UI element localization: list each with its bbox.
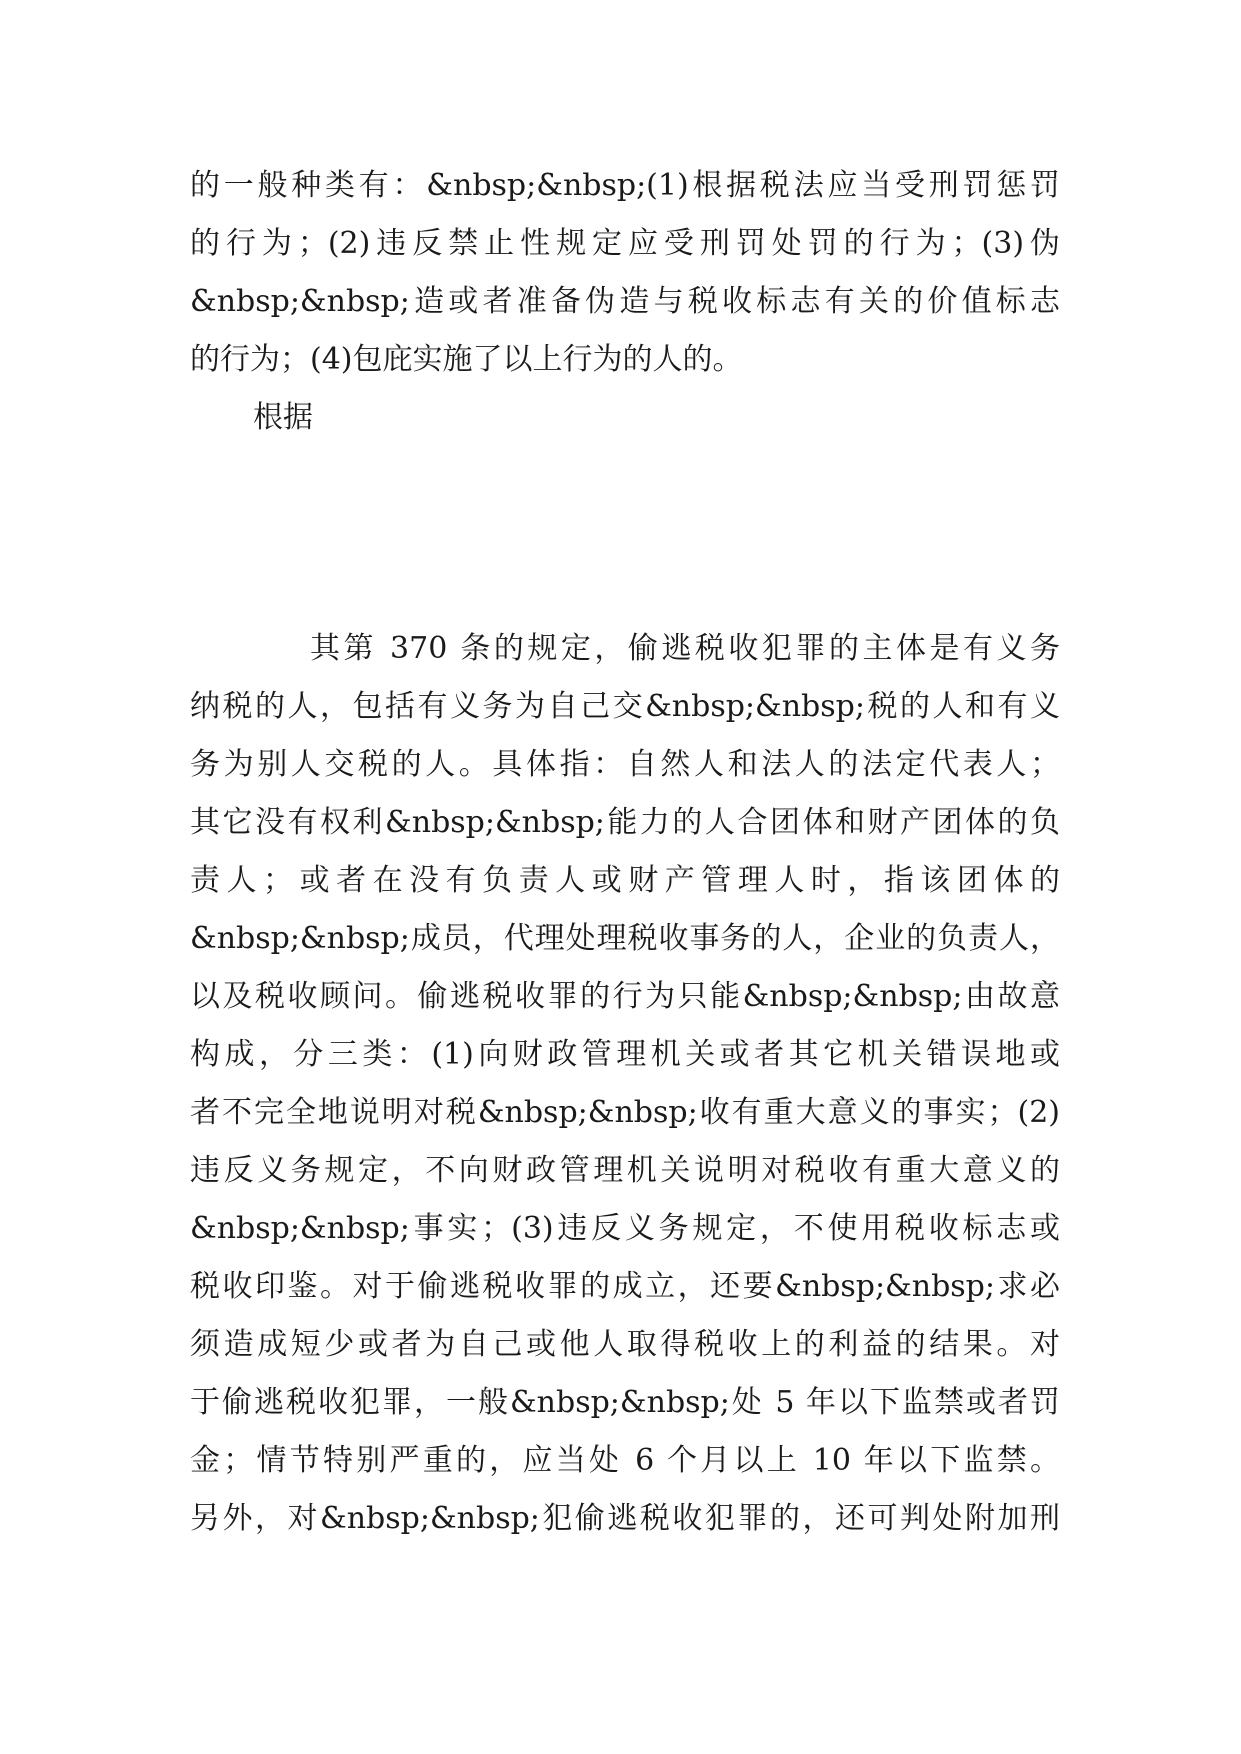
- paragraph-2-line-9: 者不完全地说明对税&nbsp;&nbsp;收有重大意义的事实；(2): [190, 1095, 1060, 1130]
- paragraph-2-line-7: 以及税收顾问。偷逃税收罪的行为只能&nbsp;&nbsp;由故意: [190, 979, 1060, 1014]
- paragraph-2-line-6: &nbsp;&nbsp;成员，代理处理税收事务的人，企业的负责人，: [190, 921, 1060, 956]
- paragraph-1-line-2: 的行为；(2)违反禁止性规定应受刑罚处罚的行为；(3)伪: [190, 226, 1060, 261]
- paragraph-2-line-2: 纳税的人，包括有义务为自己交&nbsp;&nbsp;税的人和有义: [190, 689, 1060, 724]
- paragraph-2-line-8: 构成，分三类：(1)向财政管理机关或者其它机关错误地或: [190, 1037, 1060, 1072]
- paragraph-2-line-16: 另外，对&nbsp;&nbsp;犯偷逃税收犯罪的，还可判处附加刑: [190, 1501, 1060, 1536]
- paragraph-1-line-1: 的一般种类有：&nbsp;&nbsp;(1)根据税法应当受刑罚惩罚: [190, 168, 1060, 203]
- paragraph-1-line-3: &nbsp;&nbsp;造或者准备伪造与税收标志有关的价值标志: [190, 284, 1060, 319]
- paragraph-2-line-14: 于偷逃税收犯罪，一般&nbsp;&nbsp;处 5 年以下监禁或者罚: [190, 1385, 1060, 1420]
- paragraph-2-line-10: 违反义务规定，不向财政管理机关说明对税收有重大意义的: [190, 1153, 1060, 1188]
- paragraph-2-line-13: 须造成短少或者为自己或他人取得税收上的利益的结果。对: [190, 1327, 1060, 1362]
- paragraph-2-line-11: &nbsp;&nbsp;事实；(3)违反义务规定，不使用税收标志或: [190, 1211, 1060, 1246]
- paragraph-2-line-12: 税收印鉴。对于偷逃税收罪的成立，还要&nbsp;&nbsp;求必: [190, 1269, 1060, 1304]
- paragraph-2-line-15: 金；情节特别严重的，应当处 6 个月以上 10 年以下监禁。: [190, 1443, 1060, 1478]
- paragraph-2-line-5: 责人；或者在没有负责人或财产管理人时，指该团体的: [190, 863, 1060, 898]
- heading-line: 根据: [253, 400, 313, 435]
- paragraph-2-line-3: 务为别人交税的人。具体指：自然人和法人的法定代表人；: [190, 747, 1060, 782]
- paragraph-2-line-1: 其第 370 条的规定，偷逃税收犯罪的主体是有义务: [310, 631, 1060, 666]
- paragraph-1-line-4: 的行为；(4)包庇实施了以上行为的人的。: [190, 342, 743, 377]
- paragraph-2-line-4: 其它没有权利&nbsp;&nbsp;能力的人合团体和财产团体的负: [190, 805, 1060, 840]
